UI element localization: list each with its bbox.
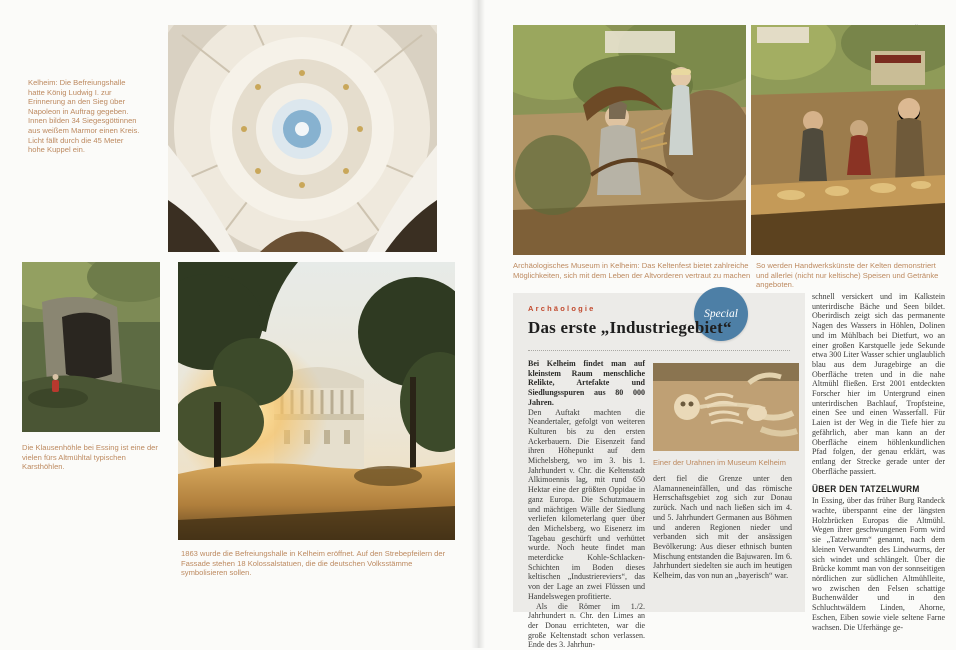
keltenfest-illustration xyxy=(513,25,746,255)
caption-skeleton: Einer der Urahnen im Museum Kelheim xyxy=(653,458,786,467)
main-text-column xyxy=(812,292,945,632)
photo-klausenhoehle-cave xyxy=(22,262,160,432)
special-col1-paragraph-1: Den Auftakt machten die Neandertaler, gefolgt von weiteren Kulturen bis zu den ersten Ackerbauern. Die Eisenzeit fand ihren Höhepunkt auf dem Michelsberg, wo im 3. bis 1. Jahrhundert v. Chr. die Keltenstadt Alkimoennis lag, mit rund 650 Hektar eine der größten Oppidae in ganz Europa. Die Schutzmauern und mächtigen Wälle der Siedlung verliefen kilometerlang quer über den Michelsberg, wo Eisenerz im Tagebau geschürft und verhüttet wurde. Noch heute findet man meterdicke Kohle-Schlacken-Schichten im Boden dieses keltischen „Industriereviers“, das von der Lage an zwei Flüssen und Handelswegen profitierte. xyxy=(528,407,645,601)
special-box xyxy=(513,293,805,650)
dome-interior-illustration xyxy=(168,25,437,252)
befreiungshalle-illustration xyxy=(178,262,455,540)
special-title: Das erste „Industriegebiet“ xyxy=(528,318,732,337)
special-kicker: Archäologie xyxy=(528,304,596,313)
caption-keltenfest: Archäologisches Museum in Kelheim: Das Keltenfest bietet zahlreiche Möglichkeiten, sich mit dem Leben der Altvorderen vertraut zu machen xyxy=(513,261,751,280)
title-rule xyxy=(528,350,790,351)
photo-dome-interior xyxy=(168,25,437,252)
photo-keltenfest-museum xyxy=(513,25,746,255)
special-intro: Bei Kelheim findet man auf kleinstem Raum menschliche Relikte, Artefakte und Siedlungsspuren aus 80 000 Jahren. xyxy=(528,359,645,407)
skeleton-illustration xyxy=(653,363,799,451)
handwerk-illustration xyxy=(751,25,945,255)
photo-befreiungshalle-sunset xyxy=(178,262,455,540)
photo-skeleton xyxy=(653,363,799,451)
special-badge: Special xyxy=(694,287,748,341)
main-paragraph-1: schnell versickert und im Kalkstein unterirdische Bäche und Seen bildet. Oberirdisch zeigt sich das permanente Nagen des Wassers in Höhlen, Dolinen und im Mühlbach bei Dietfurt, wo an einer großen Karstquelle jede Sekunde etwa 300 Liter Wasser schier unglaublich blau aus dem Juragebirge an die Oberfläche treten und in die nahe Altmühl fließen. Erst 2001 entdeckten Forscher hier im Untergrund einen unterirdischen Bachlauf, Tropfsteine, einen See und einen Wasserfall. Für Laien ist der Weg in die Tiefe hier zu gefährlich, aber man kann an der Oberfläche einem höhlenkundlichen Pfad folgen, der genau erklärt, was entlang der Strecke gerade unter der Oberfläche passiert. xyxy=(812,292,945,476)
section-heading-tatzelwurm: ÜBER DEN TATZELWURM xyxy=(812,484,920,495)
caption-klausenhoehle: Die Klausenhöhle bei Essing ist eine der vielen fürs Altmühltal typischen Karsthöhlen. xyxy=(22,443,158,472)
main-paragraph-2: In Essing, über das früher Burg Randeck wachte, überspannt eine der längsten Holzbrücken Europas die Altmühl. Wegen ihrer geschwungenen Form wird sie „Tatzelwurm“ genannt, nach dem kleinen Verwandten des Lindwurms, der sich windet und schlängelt. Über die Brücke kommt man von der sonnseitigen nördlichen zur südlichen Altmühlleite, wo zwischen den Felsen schattige Buchenwälder und in den Schluchtwäldern Linden, Ahorne, Eschen, Eiben sowie viele seltene Farne wachsen. Die Uferhänge ge- xyxy=(812,496,945,632)
cave-illustration xyxy=(22,262,160,432)
special-col2-paragraph-1: dert fiel die Grenze unter den Alamanneneinfällen, und das römische Herrschaftsgebiet zog sich zur Donau zurück. Nach und nach ließen sich im 4. und 5. Jahrhundert Germanen aus Böhmen und anderen Regionen nieder und verbanden sich mit der ansässigen Bevölkerung: Aus dieser ethnisch bunten Mischung entstanden die Bajuwaren. Im 6. Jahrhundert siedelten sie auch im heutigen Kelheim, das von nun an „bayerisch“ war. xyxy=(653,474,792,581)
caption-befreiungshalle-opening: 1863 wurde die Befreiungshalle in Kelheim eröffnet. Auf den Strebepfeilern der Fassade stehen 18 Kolossalstatuen, die die deutschen Volksstämme symbolisieren sollen. xyxy=(181,549,446,578)
caption-befreiungshalle-dome: Kelheim: Die Befreiungshalle hatte König Ludwig I. zur Erinnerung an den Sieg über Napoleon in Auftrag gegeben. Innen bilden 34 Siegesgöttinnen aus weißem Marmor einen Kreis. Licht fällt durch die 45 Meter hohe Kuppel ein. xyxy=(28,78,140,155)
special-column-2 xyxy=(653,474,792,581)
caption-handwerk: So werden Handwerkskünste der Kelten demonstriert und allerlei (nicht nur keltische) Speisen und Getränke angeboten. xyxy=(756,261,939,290)
special-column-1 xyxy=(528,359,645,650)
page-gutter-shadow xyxy=(471,0,485,648)
photo-handwerk-market xyxy=(751,25,945,255)
special-col1-paragraph-2: Als die Römer im 1./2. Jahrhundert n. Chr. den Limes an der Donau errichteten, war die große Keltenstadt schon verlassen. Ende des 3. Jahrhun- xyxy=(528,601,645,650)
